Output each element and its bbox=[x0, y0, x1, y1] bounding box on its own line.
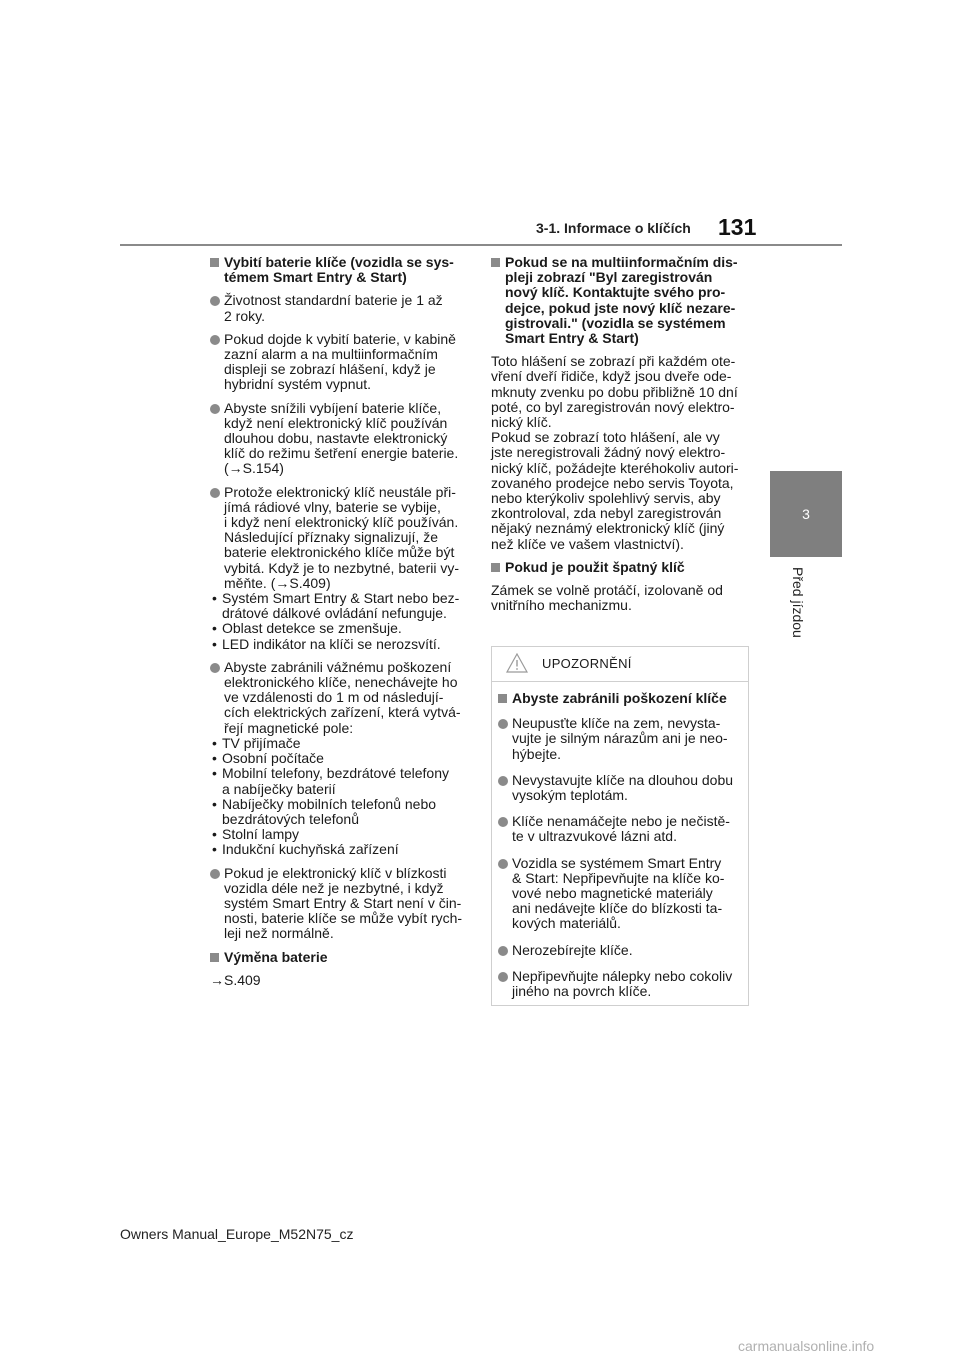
bullet-item bbox=[210, 332, 468, 393]
watermark: carmanualsonline.info bbox=[738, 1338, 875, 1354]
caution-box bbox=[491, 646, 749, 1006]
caution-item-text: Nevystavujte klíče na dlouhou dobu vysokým teplotám. bbox=[512, 771, 734, 804]
page-number: 131 bbox=[718, 214, 757, 240]
bullet-item bbox=[210, 485, 468, 591]
sub-item-text: Osobní počítače bbox=[222, 750, 324, 767]
sub-list-item: • TV přijímače bbox=[212, 734, 301, 751]
bullet-text: Životnost standardní baterie je 1 až 2 roky. bbox=[224, 292, 443, 324]
caution-heading bbox=[498, 691, 738, 706]
sub-list-item: • Mobilní telefony, bezdrátové telefony a nabíječky baterií bbox=[212, 765, 449, 797]
heading-text: Pokud je použit špatný klíč bbox=[505, 558, 685, 575]
section-heading-wrong-key bbox=[491, 560, 753, 575]
square-bullet-icon bbox=[210, 258, 219, 267]
bullet-item bbox=[210, 660, 468, 736]
bullet-text: Pokud dojde k vybití baterie, v kabině zazní alarm a na multiinformačním displeji se zobrazí hlášení, když je hybridní systém vypnut. bbox=[224, 330, 456, 393]
footer-manual-id: Owners Manual_Europe_M52N75_cz bbox=[120, 1226, 354, 1242]
paragraph: Zámek se volně protáčí, izolovaně od vnitřního mechanizmu. bbox=[491, 582, 723, 614]
round-bullet-icon bbox=[498, 776, 508, 786]
section-heading-battery-replacement bbox=[210, 950, 468, 965]
round-bullet-icon bbox=[498, 946, 508, 956]
sub-item-text: TV přijímače bbox=[222, 734, 301, 751]
sub-item-text: Stolní lampy bbox=[222, 826, 300, 843]
sub-item-text: Systém Smart Entry & Start nebo bez- drátové dálkové ovládání nefunguje. bbox=[222, 590, 460, 622]
round-bullet-icon bbox=[498, 719, 508, 729]
caution-item-text: Nerozebírejte klíče. bbox=[512, 941, 633, 958]
round-bullet-icon bbox=[210, 335, 220, 345]
sub-item-text: Indukční kuchyňská zařízení bbox=[222, 841, 399, 858]
sub-list bbox=[210, 736, 468, 858]
sub-item-text: Mobilní telefony, bezdrátové telefony a nabíječky baterií bbox=[222, 765, 449, 797]
section-heading-new-key-message bbox=[491, 255, 753, 346]
sub-item-text: LED indikátor na klíči se nerozsvítí. bbox=[222, 635, 441, 652]
heading-text: Pokud se na multiinformačním dis- pleji zobrazí "Byl zaregistrován nový klíč. Kontaktujte svého pro- dejce, pokud jste nový klíč nezare- gistrovali." (vozidla se systémem Smart Entry & Start) bbox=[505, 254, 738, 347]
sub-item-text: Nabíječky mobilních telefonů nebo bezdrátových telefonů bbox=[222, 795, 437, 827]
caution-item bbox=[498, 773, 738, 803]
sub-list-item: • Systém Smart Entry & Start nebo bez- drátové dálkové ovládání nefunguje. bbox=[212, 590, 460, 622]
square-bullet-icon bbox=[491, 258, 500, 267]
bullet-text: Pokud je elektronický klíč v blízkosti vozidla déle než je nezbytné, i když systém Smart Entry & Start není v čin- nosti, baterie klíče se může vybít rych- leji než normálně. bbox=[224, 864, 463, 942]
bullet-item bbox=[210, 293, 468, 323]
caution-item-text: Neupusťte klíče na zem, nevysta- vujte je silným nárazům ani je neo- hýbejte. bbox=[512, 715, 728, 762]
sub-list-item: • Oblast detekce se zmenšuje. bbox=[212, 620, 402, 637]
caution-body bbox=[492, 682, 748, 999]
sub-list-item: • Indukční kuchyňská zařízení bbox=[212, 841, 399, 858]
caution-item bbox=[498, 856, 738, 932]
round-bullet-icon bbox=[498, 859, 508, 869]
caution-item bbox=[498, 969, 738, 999]
right-column bbox=[491, 255, 753, 621]
bullet-text: Protože elektronický klíč neustále při- jímá rádiové vlny, baterie se vybije, i když není elektronický klíč používán. Následující příznaky signalizují, že baterie elektronického klíče může být vybitá. Když je to nezbytné, baterii vy- měňte. (→S.409) bbox=[224, 483, 459, 591]
chapter-tab bbox=[770, 471, 842, 557]
square-bullet-icon bbox=[491, 563, 500, 572]
chapter-side-label bbox=[788, 567, 808, 657]
heading-text: Abyste zabránili poškození klíče bbox=[512, 690, 727, 706]
sub-list-item: • Stolní lampy bbox=[212, 826, 300, 843]
heading-text: Vybití baterie klíče (vozidla se sys- témem Smart Entry & Start) bbox=[224, 254, 454, 286]
caution-item bbox=[498, 943, 738, 958]
round-bullet-icon bbox=[210, 869, 220, 879]
page-reference: →S.409 bbox=[210, 971, 261, 988]
caution-header bbox=[492, 647, 748, 682]
sub-list-item: • LED indikátor na klíči se nerozsvítí. bbox=[212, 635, 441, 652]
sub-item-text: Oblast detekce se zmenšuje. bbox=[222, 620, 402, 637]
round-bullet-icon bbox=[210, 488, 220, 498]
square-bullet-icon bbox=[498, 694, 507, 703]
caution-item-text: Vozidla se systémem Smart Entry & Start: Nepřipevňujte na klíče ko- vové nebo magnetické materiály ani nedávejte klíče do blízkosti ta- kových materiálů. bbox=[512, 854, 725, 932]
caution-title: UPOZORNĚNÍ bbox=[542, 656, 632, 671]
paragraph: Toto hlášení se zobrazí při každém ote- vření dveří řidiče, když jsou dveře ode- mknuty zvenku po dobu přibližně 10 dní poté, co byl zaregistrován nový elektro- nický klíč. Pokud se zobrazí toto hlášení, ale vy jste neregistrovali žádný nový elektro- nický klíč, požádejte kteréhokoliv autori- zovaného prodejce nebo servis Toyota, nebo kterýkoliv spolehlivý servis, aby zkontroloval, zda nebyl zaregistrován nějaký neznámý elektronický klíč (jiný než klíče ve vašem vlastnictví). bbox=[491, 353, 739, 552]
left-column bbox=[210, 255, 468, 996]
caution-item bbox=[498, 814, 738, 844]
sub-list bbox=[210, 591, 468, 652]
square-bullet-icon bbox=[210, 953, 219, 962]
warning-triangle-icon bbox=[506, 653, 528, 673]
bullet-item bbox=[210, 866, 468, 942]
bullet-item bbox=[210, 401, 468, 477]
bullet-text: Abyste zabránili vážnému poškození elektronického klíče, nenechávejte ho ve vzdálenosti do 1 m od následují- cích elektrických zařízení, která vytvá- řejí magnetické pole: bbox=[224, 658, 461, 736]
caution-item-text: Nepřipevňujte nálepky nebo cokoliv jiného na povrch klíče. bbox=[512, 967, 733, 1000]
sub-list-item: • Osobní počítače bbox=[212, 750, 324, 767]
chapter-title: Před jízdou bbox=[790, 567, 806, 638]
round-bullet-icon bbox=[210, 404, 220, 414]
caution-item-text: Klíče nenamáčejte nebo je nečistě- te v ultrazvukové lázni atd. bbox=[512, 813, 730, 845]
bullet-text: Abyste snížili vybíjení baterie klíče, když není elektronický klíč používán dlouhou dobu, nastavte elektronický klíč do režimu šetření energie baterie. (→S.154) bbox=[224, 399, 459, 477]
chapter-number: 3 bbox=[802, 506, 810, 522]
round-bullet-icon bbox=[498, 972, 508, 982]
heading-text: Výměna baterie bbox=[224, 948, 328, 965]
round-bullet-icon bbox=[210, 296, 220, 306]
section-heading-battery bbox=[210, 255, 468, 285]
caution-item bbox=[498, 716, 738, 762]
round-bullet-icon bbox=[210, 663, 220, 673]
section-title: 3-1. Informace o klíčích bbox=[536, 220, 691, 236]
header-divider bbox=[120, 244, 842, 246]
sub-list-item: • Nabíječky mobilních telefonů nebo bezdrátových telefonů bbox=[212, 795, 437, 827]
round-bullet-icon bbox=[498, 817, 508, 827]
